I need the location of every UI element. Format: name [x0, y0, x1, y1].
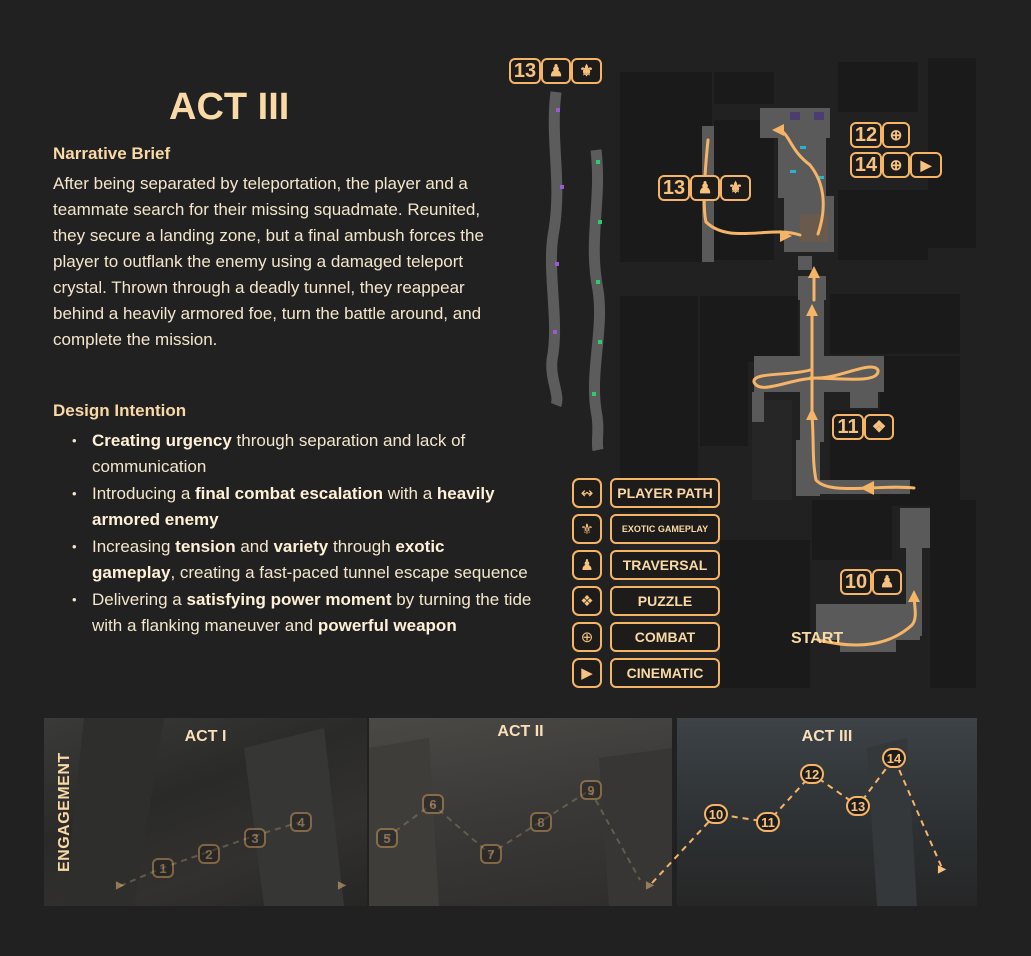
bullet-emphasis: exotic gameplay	[92, 537, 445, 582]
beat-number: 10	[708, 806, 724, 822]
beat-14-badge	[850, 152, 882, 178]
beat-10-badge	[840, 569, 872, 595]
bullet-emphasis: Creating urgency	[92, 431, 232, 450]
tunnel-left	[551, 92, 557, 405]
beat-number: 14	[854, 153, 878, 176]
legend-label: COMBAT	[610, 622, 720, 652]
exotic-gameplay-icon: ⚜	[572, 514, 602, 544]
beat-number: 10	[844, 570, 868, 593]
beat-number: 14	[886, 750, 902, 766]
beat-12-marker	[800, 764, 824, 784]
beat-number: 13	[662, 176, 686, 199]
act-3-title: ACT III	[801, 728, 853, 745]
cinematic-icon: ▶	[938, 863, 946, 875]
beat-10-marker	[704, 804, 728, 824]
start-label: START	[791, 630, 844, 647]
player-path-icon: ↭	[572, 478, 602, 508]
engagement-axis-label: ENGAGEMENT	[56, 752, 73, 872]
beat-number: 3	[251, 830, 259, 846]
beat-9-marker	[580, 780, 602, 800]
beat-number: 6	[429, 796, 437, 812]
legend-label: PLAYER PATH	[610, 478, 720, 508]
act-2-title: ACT II	[497, 723, 544, 740]
narrative-text: After being separated by teleportation, the player and a teammate search for their missing squadmate. Reunited, they secure a landing zone, but a final ambush forces the player to outflank the enemy using a damaged teleport crystal. Thrown through a deadly tunnel, they reappear behind a heavily armored foe, turn the battle around, and complete the mission.	[53, 174, 484, 349]
legend-label: PUZZLE	[610, 586, 720, 616]
act-1-title: ACT I	[184, 728, 227, 745]
beat-13-badge-map	[658, 175, 690, 201]
traversal-icon: ♟	[541, 58, 571, 84]
combat-icon: ⊕	[572, 622, 602, 652]
beat-1-marker	[152, 858, 174, 878]
act-title: ACT III	[169, 86, 290, 128]
beat-13-badge-tunnel	[509, 58, 541, 84]
beat-2-marker	[198, 844, 220, 864]
bullet-text: through	[328, 537, 396, 556]
legend-label: TRAVERSAL	[610, 550, 720, 580]
beat-11-badge	[832, 414, 864, 440]
bullet-emphasis: final combat escalation	[195, 484, 384, 503]
tunnel-right	[594, 150, 599, 450]
bullet-text: and	[235, 537, 274, 556]
beat-11-marker	[756, 812, 780, 832]
beat-number: 13	[513, 59, 537, 82]
combat-icon: ⊕	[882, 152, 910, 178]
legend-label: CINEMATIC	[610, 658, 720, 688]
engagement-strip	[44, 718, 977, 906]
traversal-icon: ♟	[872, 569, 902, 595]
beat-12-badge	[850, 122, 882, 148]
traversal-icon: ♟	[572, 550, 602, 580]
bullet-text: by turning the tide with a flanking maneuver and	[92, 590, 532, 635]
puzzle-icon: ❖	[864, 414, 894, 440]
beat-number: 4	[297, 814, 305, 830]
bullet-emphasis: heavily armored enemy	[92, 484, 495, 529]
cinematic-icon: ▶	[572, 658, 602, 688]
cinematic-icon: ▶	[646, 879, 654, 891]
beat-number: 11	[837, 415, 859, 438]
legend-label: EXOTIC GAMEPLAY	[610, 514, 720, 544]
bullet-text: through separation and lack of communication	[92, 431, 466, 476]
bullet-emphasis: tension	[175, 537, 236, 556]
beat-3-marker	[244, 828, 266, 848]
cinematic-icon: ▶	[910, 152, 942, 178]
bullet-text: Increasing	[92, 537, 176, 556]
beat-14-marker	[882, 748, 906, 768]
exotic-gameplay-icon: ⚜	[720, 175, 751, 201]
beat-4-marker	[290, 812, 312, 832]
bullet-emphasis: variety	[273, 537, 329, 556]
beat-6-marker	[422, 794, 444, 814]
beat-number: 9	[587, 782, 595, 798]
beat-number: 13	[850, 798, 866, 814]
beat-number: 12	[804, 766, 820, 782]
traversal-icon: ♟	[690, 175, 720, 201]
beat-number: 11	[761, 814, 775, 830]
puzzle-icon: ❖	[572, 586, 602, 616]
beat-number: 7	[487, 846, 495, 862]
beat-8-marker	[530, 812, 552, 832]
bullet-text: with a	[383, 484, 437, 503]
bullet-text: Introducing a	[92, 484, 196, 503]
beat-number: 2	[205, 846, 213, 862]
beat-5-marker	[376, 828, 398, 848]
design-heading: Design Intention	[53, 401, 187, 420]
cinematic-icon: ▶	[116, 879, 124, 891]
bullet-text: , creating a fast-paced tunnel escape sequence	[170, 563, 528, 582]
beat-number: 1	[159, 860, 167, 876]
combat-icon: ⊕	[882, 122, 910, 148]
beat-13-marker	[846, 796, 870, 816]
bullet-emphasis: satisfying power moment	[186, 590, 392, 609]
exotic-gameplay-icon: ⚜	[571, 58, 602, 84]
bullet-emphasis: powerful weapon	[317, 616, 457, 635]
cinematic-icon: ▶	[338, 879, 346, 891]
engagement-curve	[44, 718, 977, 906]
bullet-text: Delivering a	[92, 590, 187, 609]
beat-number: 8	[537, 814, 545, 830]
beat-7-marker	[480, 844, 502, 864]
narrative-heading: Narrative Brief	[53, 144, 171, 163]
beat-number: 5	[383, 830, 391, 846]
beat-number: 12	[854, 123, 878, 146]
